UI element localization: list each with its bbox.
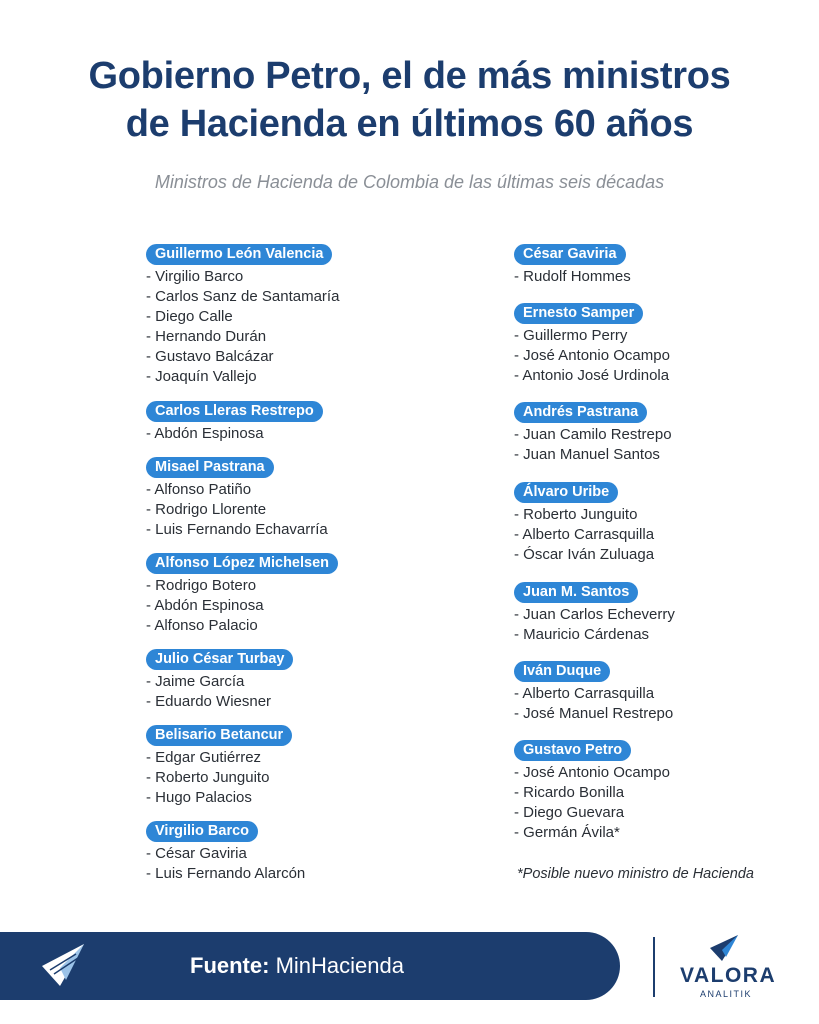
minister-item: - Ricardo Bonilla (514, 784, 625, 801)
minister-item: - Gustavo Balcázar (146, 348, 274, 365)
minister-item: - Diego Calle (146, 308, 233, 325)
minister-item: - Óscar Iván Zuluaga (514, 546, 655, 563)
title-line-2: de Hacienda en últimos 60 años (125, 103, 694, 145)
president-badge: Andrés Pastrana (514, 402, 647, 423)
minister-item: - Mauricio Cárdenas (514, 626, 650, 643)
minister-item: - Alberto Carrasquilla (514, 526, 655, 543)
minister-item: - Juan Carlos Echeverry (514, 606, 675, 623)
president-badge: Álvaro Uribe (514, 482, 618, 503)
minister-item: - Juan Camilo Restrepo (514, 426, 672, 443)
minister-list (146, 844, 305, 884)
minister-item: - Joaquín Vallejo (146, 368, 257, 385)
minister-list (514, 763, 670, 843)
president-badge: Guillermo León Valencia (146, 244, 332, 265)
president-badge: Iván Duque (514, 661, 610, 682)
president-badge: Julio César Turbay (146, 649, 293, 670)
minister-list (146, 267, 339, 387)
minister-item: - Carlos Sanz de Santamaría (146, 288, 340, 305)
minister-item: - Guillermo Perry (514, 327, 628, 344)
minister-item: - José Antonio Ocampo (514, 764, 670, 781)
footer-divider (653, 937, 655, 997)
valora-brand-icon (709, 934, 739, 962)
footer-source (190, 953, 404, 979)
minister-item: - Eduardo Wiesner (146, 693, 272, 710)
minister-item: - Rodrigo Botero (146, 577, 257, 594)
president-badge: Carlos Lleras Restrepo (146, 401, 323, 422)
president-badge: Alfonso López Michelsen (146, 553, 338, 574)
source-value: MinHacienda (275, 953, 404, 978)
valora-logo-icon (40, 940, 86, 990)
minister-list (146, 576, 264, 636)
president-badge: Juan M. Santos (514, 582, 638, 603)
minister-list (514, 425, 672, 465)
brand-name: VALORA (680, 964, 777, 987)
minister-item: - José Manuel Restrepo (514, 705, 674, 722)
president-badge: Belisario Betancur (146, 725, 292, 746)
minister-item: - José Antonio Ocampo (514, 347, 670, 364)
minister-list (146, 672, 271, 712)
president-badge: Misael Pastrana (146, 457, 274, 478)
title-line-1: Gobierno Petro, el de más ministros (88, 55, 731, 97)
minister-item: - Alfonso Palacio (146, 617, 258, 634)
minister-item: - Rodrigo Llorente (146, 501, 267, 518)
minister-item: - Virgilio Barco (146, 268, 244, 285)
president-badge: Virgilio Barco (146, 821, 258, 842)
minister-item: - Roberto Junguito (514, 506, 638, 523)
page-title (0, 52, 819, 148)
president-badge: César Gaviria (514, 244, 626, 265)
minister-item: - Hernando Durán (146, 328, 267, 345)
minister-list (514, 267, 631, 287)
president-badge: Gustavo Petro (514, 740, 631, 761)
brand-subtitle: ANALITIK (699, 989, 752, 999)
minister-list (514, 505, 654, 565)
minister-list (514, 684, 673, 724)
minister-item: - Luis Fernando Alarcón (146, 865, 306, 882)
footnote: *Posible nuevo ministro de Hacienda (517, 866, 754, 882)
minister-list (514, 326, 670, 386)
minister-item: - Diego Guevara (514, 804, 625, 821)
minister-item: - Germán Ávila* (514, 824, 620, 841)
page-subtitle: Ministros de Hacienda de Colombia de las últimas seis décadas (154, 172, 665, 192)
minister-item: - Antonio José Urdinola (514, 367, 670, 384)
minister-list (514, 605, 675, 645)
minister-item: - Luis Fernando Echavarría (146, 521, 328, 538)
minister-item: - Alfonso Patiño (146, 481, 252, 498)
minister-item: - Abdón Espinosa (146, 597, 264, 614)
minister-list (146, 748, 269, 808)
minister-item: - Edgar Gutiérrez (146, 749, 262, 766)
minister-list (146, 480, 328, 540)
minister-item: - Alberto Carrasquilla (514, 685, 655, 702)
minister-item: - César Gaviria (146, 845, 247, 862)
minister-item: - Hugo Palacios (146, 789, 252, 806)
minister-list (146, 424, 264, 444)
minister-item: - Juan Manuel Santos (514, 446, 660, 463)
minister-item: - Jaime García (146, 673, 245, 690)
minister-item: - Roberto Junguito (146, 769, 270, 786)
minister-item: - Abdón Espinosa (146, 425, 264, 442)
president-badge: Ernesto Samper (514, 303, 643, 324)
source-label: Fuente: (190, 953, 270, 978)
minister-item: - Rudolf Hommes (514, 268, 631, 285)
